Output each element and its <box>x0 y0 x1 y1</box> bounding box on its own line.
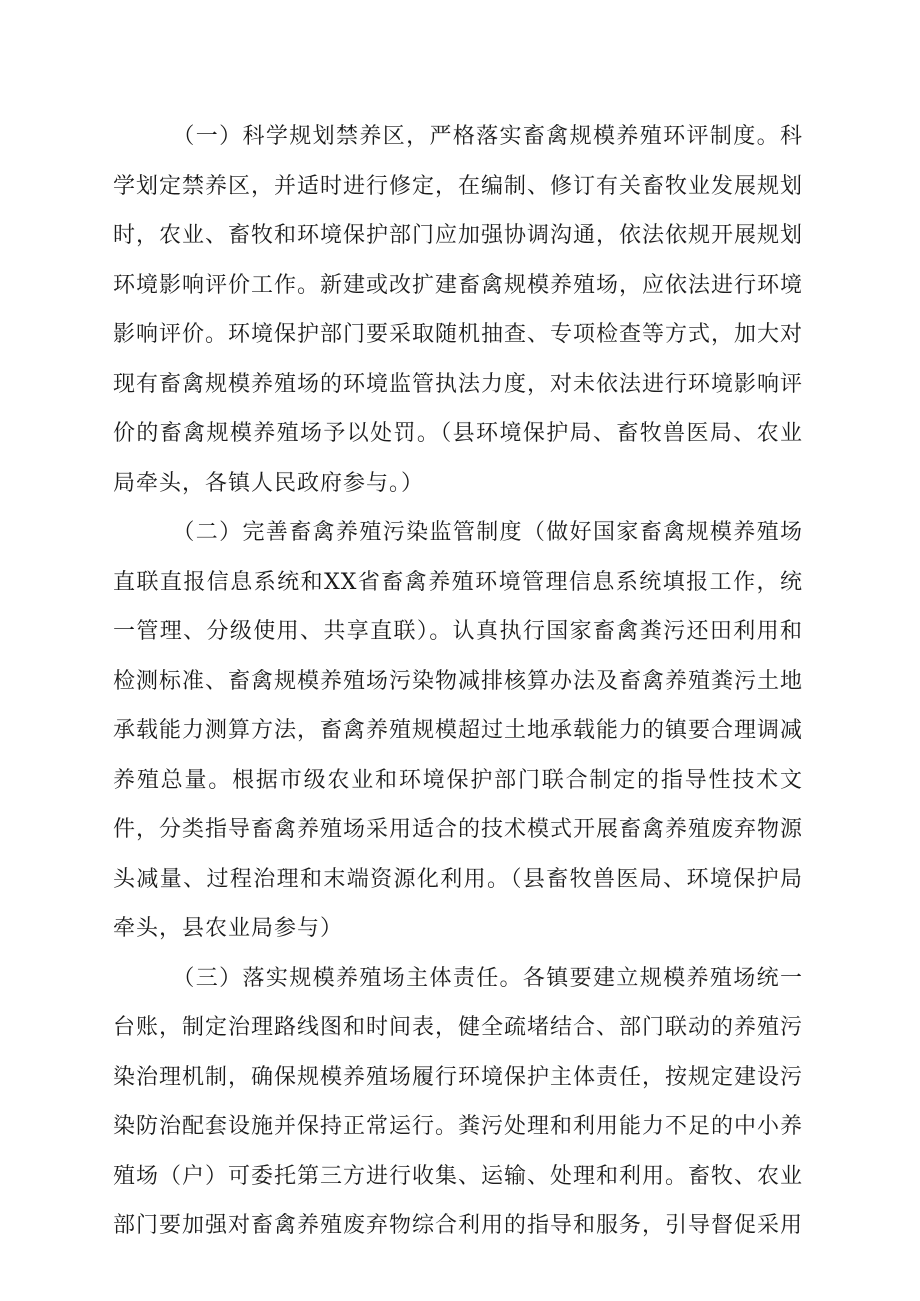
document-body <box>113 112 803 1251</box>
paragraph-section-2: （二）完善畜禽养殖污染监管制度（做好国家畜禽规模养殖场直联直报信息系统和XX省畜禽养殖环境管理信息系统填报工作，统一管理、分级使用、共享直联）。认真执行国家畜禽粪污还田利用和检测标准、畜禽规模养殖场污染物减排核算办法及畜禽养殖粪污土地承载能力测算方法，畜禽养殖规模超过土地承载能力的镇要合理调减养殖总量。根据市级农业和环境保护部门联合制定的指导性技术文件，分类指导畜禽养殖场采用适合的技术模式开展畜禽养殖废弃物源头减量、过程治理和末端资源化利用。（县畜牧兽医局、环境保护局牵头，县农业局参与） <box>113 520 804 941</box>
paragraph-section-1: （一）科学规划禁养区，严格落实畜禽规模养殖环评制度。科学划定禁养区，并适时进行修定，在编制、修订有关畜牧业发展规划时，农业、畜牧和环境保护部门应加强协调沟通，依法依规开展规划环境影响评价工作。新建或改扩建畜禽规模养殖场，应依法进行环境影响评价。环境保护部门要采取随机抽查、专项检查等方式，加大对现有畜禽规模养殖场的环境监管执法力度，对未依法进行环境影响评价的畜禽规模养殖场予以处罚。（县环境保护局、畜牧兽医局、农业局牵头，各镇人民政府参与。） <box>113 124 804 496</box>
paragraph-section-3: （三）落实规模养殖场主体责任。各镇要建立规模养殖场统一台账，制定治理路线图和时间表，健全疏堵结合、部门联动的养殖污染治理机制，确保规模养殖场履行环境保护主体责任，按规定建设污染防治配套设施并保持正常运行。粪污处理和利用能力不足的中小养殖场（户）可委托第三方进行收集、运输、处理和利用。畜牧、农业部门要加强对畜禽养殖废弃物综合利用的指导和服务，引导督促采用 <box>113 965 804 1238</box>
